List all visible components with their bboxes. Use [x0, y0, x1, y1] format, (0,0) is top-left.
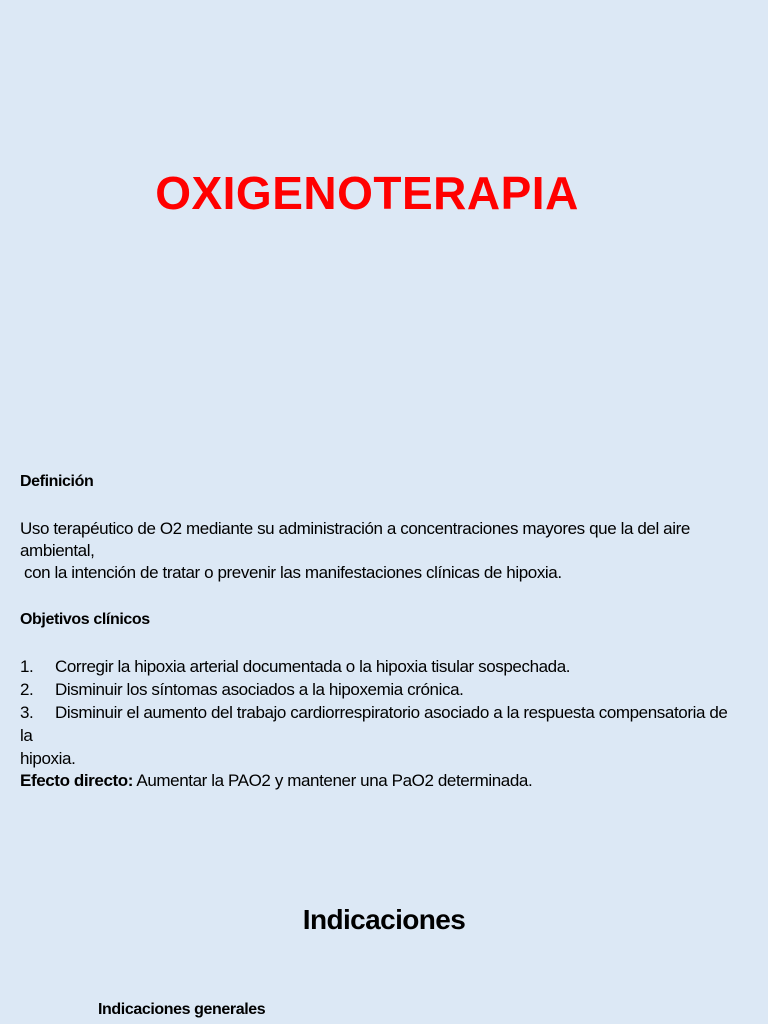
list-item	[20, 678, 740, 701]
list-item-continuation: hipoxia.	[20, 749, 76, 768]
definition-line: Uso terapéutico de O2 mediante su administración a concentraciones mayores que la del aire	[20, 519, 690, 538]
definition-paragraph	[20, 518, 740, 584]
direct-effect-label: Efecto directo:	[20, 771, 134, 790]
indications-title: Indicaciones	[302, 904, 466, 935]
definition-line: ambiental,	[20, 541, 95, 560]
direct-effect-text: Aumentar la PAO2 y mantener una PaO2 determinada.	[133, 771, 533, 790]
list-item	[20, 655, 740, 678]
definition-line: con la intención de tratar o prevenir las manifestaciones clínicas de hipoxia.	[24, 563, 562, 582]
general-indications-heading: Indicaciones generales	[98, 1001, 266, 1018]
list-item-text: Disminuir los síntomas asociados a la hipoxemia crónica.	[55, 680, 464, 699]
objectives-heading: Objetivos clínicos	[20, 611, 150, 628]
list-number: 3.	[20, 703, 34, 722]
direct-effect	[20, 771, 532, 791]
document-title: OXIGENOTERAPIA	[155, 167, 579, 219]
list-item-text: Corregir la hipoxia arterial documentada o la hipoxia tisular sospechada.	[55, 657, 571, 676]
list-number: 2.	[20, 680, 34, 699]
list-item	[20, 701, 740, 770]
list-item-text: Disminuir el aumento del trabajo cardiorrespiratorio asociado a la respuesta compensatoria de la	[20, 703, 728, 745]
objectives-list	[20, 655, 740, 770]
definition-heading: Definición	[20, 473, 94, 490]
list-number: 1.	[20, 657, 34, 676]
